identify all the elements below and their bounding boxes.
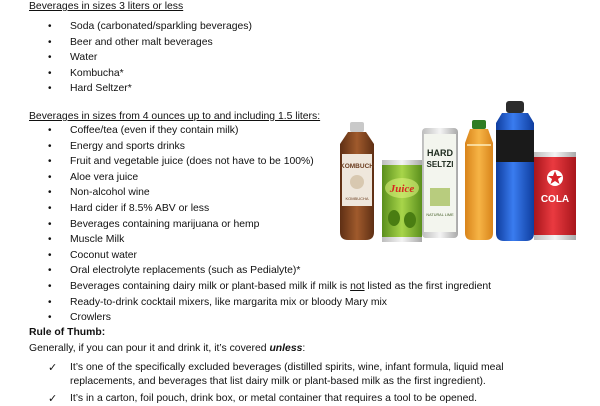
section-heading-small-sizes: Beverages in sizes 3 liters or less: [29, 1, 184, 12]
bullet-icon: •: [48, 67, 52, 79]
bullet-icon: •: [48, 52, 52, 64]
dairy-milk-item: Beverages containing dairy milk or plant-based milk if milk is not listed as the first ingredient: [70, 280, 492, 292]
kombucha-sub-label: KOMBUCHA: [345, 196, 369, 201]
sports-drink-bottle: [496, 101, 534, 241]
bullet-icon: •: [48, 187, 52, 199]
bullet-icon: •: [48, 218, 52, 230]
section-heading-mid-sizes: Beverages in sizes from 4 ounces up to and including 1.5 liters:: [29, 111, 321, 122]
bullet-icon: •: [48, 280, 52, 292]
exclusion-list: [0, 361, 570, 406]
list-item: ✓ It’s one of the specifically excluded beverages (distilled spirits, wine, infant formula, liquid meal replacements, and beverages that list dairy milk or plant-based milk as the first ingredient).: [48, 362, 504, 387]
checkmark-icon: ✓: [48, 393, 58, 405]
juice-can: [382, 160, 422, 242]
list-item: ✓ It’s in a carton, foil pouch, drink box, or metal container that requires a tool to be opened.: [48, 393, 478, 405]
kombucha-label: KOMBUCH: [340, 163, 374, 170]
natural-lime-label: NATURAL LIME: [426, 213, 454, 217]
bullet-icon: •: [48, 140, 52, 152]
emphasis-not: not: [350, 280, 365, 292]
beverage-containers-illustration: [336, 96, 586, 246]
rule-of-thumb-title: Rule of Thumb:: [29, 327, 106, 338]
hard-seltzer-can: [422, 128, 458, 238]
bullet-icon: •: [48, 234, 52, 246]
bullet-icon: •: [48, 202, 52, 214]
checkmark-icon: ✓: [48, 362, 58, 374]
kombucha-bottle: [340, 122, 374, 240]
bullet-icon: •: [48, 171, 52, 183]
bullet-icon: •: [48, 296, 52, 308]
bullet-icon: •: [48, 156, 52, 168]
rule-of-thumb-intro: Generally, if you can pour it and drink it, it’s covered unless:: [29, 343, 306, 354]
juice-label: Juice: [389, 183, 415, 195]
cola-label: COLA: [540, 194, 570, 205]
document-page: Beverages in sizes 3 liters or less • Soda (carbonated/sparkling beverages) • Beer and other malt beverages • Water • Kombucha* • Hard Seltzer* Beverages in sizes from 4 ounces up to and including 1.5 liters: • Coffee/tea (even if they contain milk) • Energy and sports drinks • Fruit and vegetable juice (does not have to be 100%) • Aloe vera juice • Non-alcohol wine • Hard cider if 8.5% ABV or less • Beverages containing marijuana or hemp • Muscle Milk • Coconut water • Oral electrolyte replacements (such as Pedialyte)* • Beverages containing dairy milk or plant-based milk if milk is not listed as the first ingredient • Ready-to-drink cocktail mixers, like margarita mix or bloody Mary mix • Crowlers Rule of Thumb: Generally, if you can pour it and drink it, it’s covered unless: ✓ It’s one of the specifically excluded beverages (distilled spirits, wine, infant formula, liquid meal replacements, and beverages that list dairy milk or plant-based milk as the first ingredient). ✓ It’s in a carton, foil pouch, drink box, or metal container that requires a tool to be opened. KOMBUCH KOMBUCHA Juice HARD SELTZI NATURAL LIME COLA: [0, 0, 600, 403]
bullet-icon: •: [48, 83, 52, 95]
seltzer-label: SELTZI: [426, 160, 454, 169]
bullet-icon: •: [48, 125, 52, 136]
bullet-icon: •: [48, 36, 52, 48]
bullet-icon: •: [48, 21, 52, 32]
bullet-icon: •: [48, 249, 52, 261]
emphasis-unless: unless: [269, 343, 303, 354]
bullet-icon: •: [48, 312, 52, 324]
bullet-icon: •: [48, 265, 52, 277]
hard-label: HARD: [427, 148, 453, 158]
orange-juice-bottle: [465, 120, 493, 240]
cola-can: [534, 152, 576, 240]
